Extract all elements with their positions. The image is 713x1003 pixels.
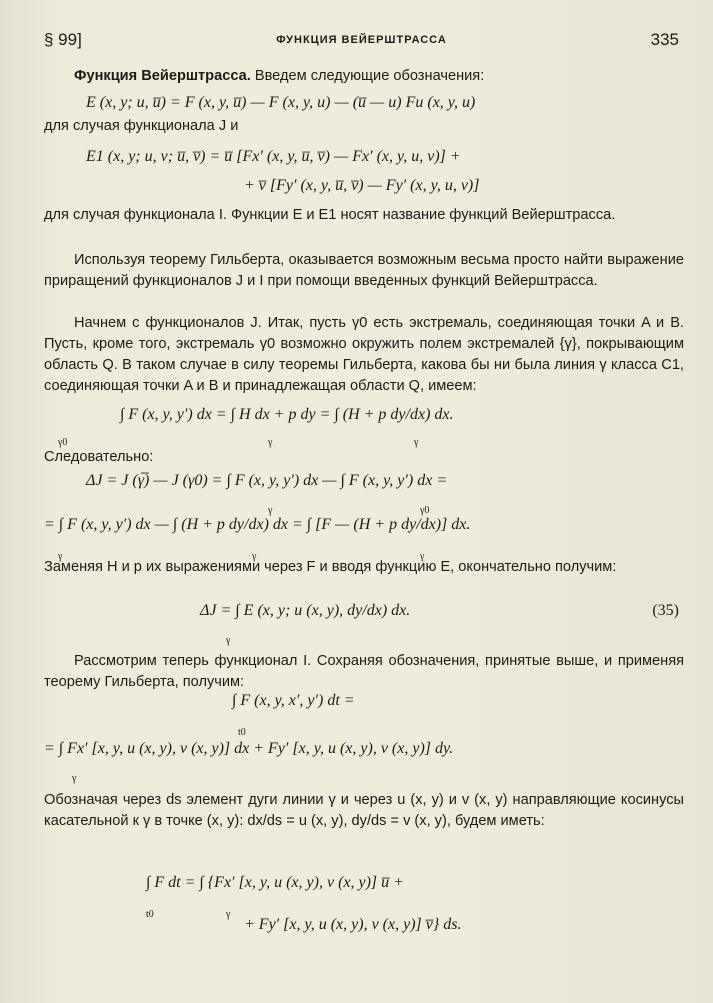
formula-e1-line2: + v̅ [Fy′ (x, y, u̅, v̅) — Fy′ (x, y, u, v)] (244, 177, 480, 194)
formula-e: E (x, y; u, u̅) = F (x, y, u̅) — F (x, y, u) — (u̅ — u) Fu (x, y, u) (86, 94, 476, 111)
formula-35: ΔJ = ∫ E (x, y; u (x, y), dy/dx) dx. (200, 602, 411, 619)
formula-i-expansion: = ∫ Fx′ [x, y, u (x, y), v (x, y)] dx + Fy′ [x, y, u (x, y), v (x, y)] dy. (44, 740, 454, 757)
paragraph-replace-h-p: Заменяя H и p их выражениями через F и вводя функцию E, окончательно получим: (44, 559, 617, 575)
formula-delta-j-2: = ∫ F (x, y, y′) dx — ∫ (H + p dy/dx) dx = ∫ [F — (H + p dy/dx)] dx. (44, 516, 471, 533)
running-title: ФУНКЦИЯ ВЕЙЕРШТРАССА (276, 34, 447, 46)
paragraph-direction-cosines: Обозначая через ds элемент дуги линии γ и через u (x, y) и v (x, y) направляющие косинусы касательной к γ в точке (x, y): dx/ds = u (x, y), dy/ds = v (x, y), будем иметь: (44, 792, 684, 829)
paragraph-weierstrass-intro (44, 66, 684, 87)
paragraph-functional-i: Рассмотрим теперь функционал I. Сохраняя обозначения, принятые выше, и применяя теорему Гильберта, получим: (44, 653, 684, 690)
page-header (44, 30, 679, 52)
section-ref: § 99] (44, 30, 82, 49)
intro-text: Введем следующие обозначения: (250, 68, 485, 84)
paragraph-functions-e-e1: для случая функционала I. Функции E и E1 носят название функций Вейерштрасса. (44, 207, 616, 223)
text-hence: Следовательно: (44, 449, 154, 465)
formula-f-dt-line1: ∫ F dt = ∫ {Fx′ [x, y, u (x, y), v (x, y)] u̅ + (146, 874, 404, 891)
formula-f-dt-line2: + Fy′ [x, y, u (x, y), v (x, y)] v̅} ds. (244, 916, 462, 933)
paragraph-hilbert-theorem: Используя теорему Гильберта, оказывается возможным весьма просто найти выражение приращений функционалов J и I при помощи введенных функций Вейерштрасса. (44, 252, 684, 289)
text-for-functional-j: для случая функционала J и (44, 118, 239, 134)
equation-number-35: (35) (652, 602, 679, 619)
formula-e1-line1: E1 (x, y; u, v; u̅, v̅) = u̅ [Fx′ (x, y, u̅, v̅) — Fx′ (x, y, u, v)] + (86, 148, 461, 165)
section-title: Функция Вейерштрасса. (74, 68, 251, 84)
paragraph-extremal-field: Начнем с функционалов J. Итак, пусть γ0 есть экстремаль, соединяющая точки A и B. Пусть, кроме того, экстремаль γ0 возможно окружить полем экстремалей {γ}, покрывающим область Q. В таком случае в силу теоремы Гильберта, какова бы ни была линия γ класса C1, соединяющая точки A и B и принадлежащая области Q, имеем: (44, 315, 684, 394)
formula-hilbert-integral: ∫ F (x, y, y′) dx = ∫ H dx + p dy = ∫ (H + p dy/dx) dx. (120, 406, 454, 423)
page-number: 335 (650, 30, 679, 49)
formula-i-integral: ∫ F (x, y, x′, y′) dt = (232, 692, 355, 709)
book-page: § 99] ФУНКЦИЯ ВЕЙЕРШТРАССА 335 Функция Вейерштрасса. Введем следующие обозначения: E (x, y; u, u̅) = F (x, y, u̅) — F (x, y, u) — (u̅ — u) Fu (x, y, u) для случая функционала J и E1 (x, y; u, v; u̅, v̅) = u̅ [Fx′ (x, y, u̅, v̅) — Fx′ (x, y, u, v)] + + v̅ [Fy′ (x, y, u̅, v̅) — Fy′ (x, y, u, v)] для случая функционала I. Функции E и E1 носят название функций Вейерштрасса. Используя теорему Гильберта, оказывается возможным весьма просто найти выражение приращений функционалов J и I при помощи введенных функций Вейерштрасса. Начнем с функционалов J. Итак, пусть γ0 есть экстремаль, соединяющая точки A и B. Пусть, кроме того, экстремаль γ0 возможно окружить полем экстремалей {γ}, покрывающим область Q. В таком случае в силу теоремы Гильберта, какова бы ни была линия γ класса C1, соединяющая точки A и B и принадлежащая области Q, имеем: ∫ F (x, y, y′) dx = ∫ H dx + p dy = ∫ (H + p dy/dx) dx. γ0 γ γ Следовательно: ΔJ = J (γ̅) — J (γ0) = ∫ F (x, y, y′) dx — ∫ F (x, y, y′) dx = γ γ0 = ∫ F (x, y, y′) dx — ∫ (H + p dy/dx) dx = ∫ [F — (H + p dy/dx)] dx. γ γ γ Заменяя H и p их выражениями через F и вводя функцию E, окончательно получим: ΔJ = ∫ E (x, y; u (x, y), dy/dx) dx. (35) γ Рассмотрим теперь функционал I. Сохраняя обозначения, принятые выше, и применяя теорему Гильберта, получим: ∫ F (x, y, x′, y′) dt = t0 = ∫ Fx′ [x, y, u (x, y), v (x, y)] dx + Fy′ [x, y, u (x, y), v (x, y)] dy. γ Обозначая через ds элемент дуги линии γ и через u (x, y) и v (x, y) направляющие косинусы касательной к γ в точке (x, y): dx/ds = u (x, y), dy/ds = v (x, y), будем иметь: ∫ F dt = ∫ {Fx′ [x, y, u (x, y), v (x, y)] u̅ + + Fy′ [x, y, u (x, y), v (x, y)] v̅} ds. t0 γ (0, 0, 713, 1003)
formula-delta-j-1: ΔJ = J (γ̅) — J (γ0) = ∫ F (x, y, y′) dx — ∫ F (x, y, y′) dx = (86, 472, 448, 489)
